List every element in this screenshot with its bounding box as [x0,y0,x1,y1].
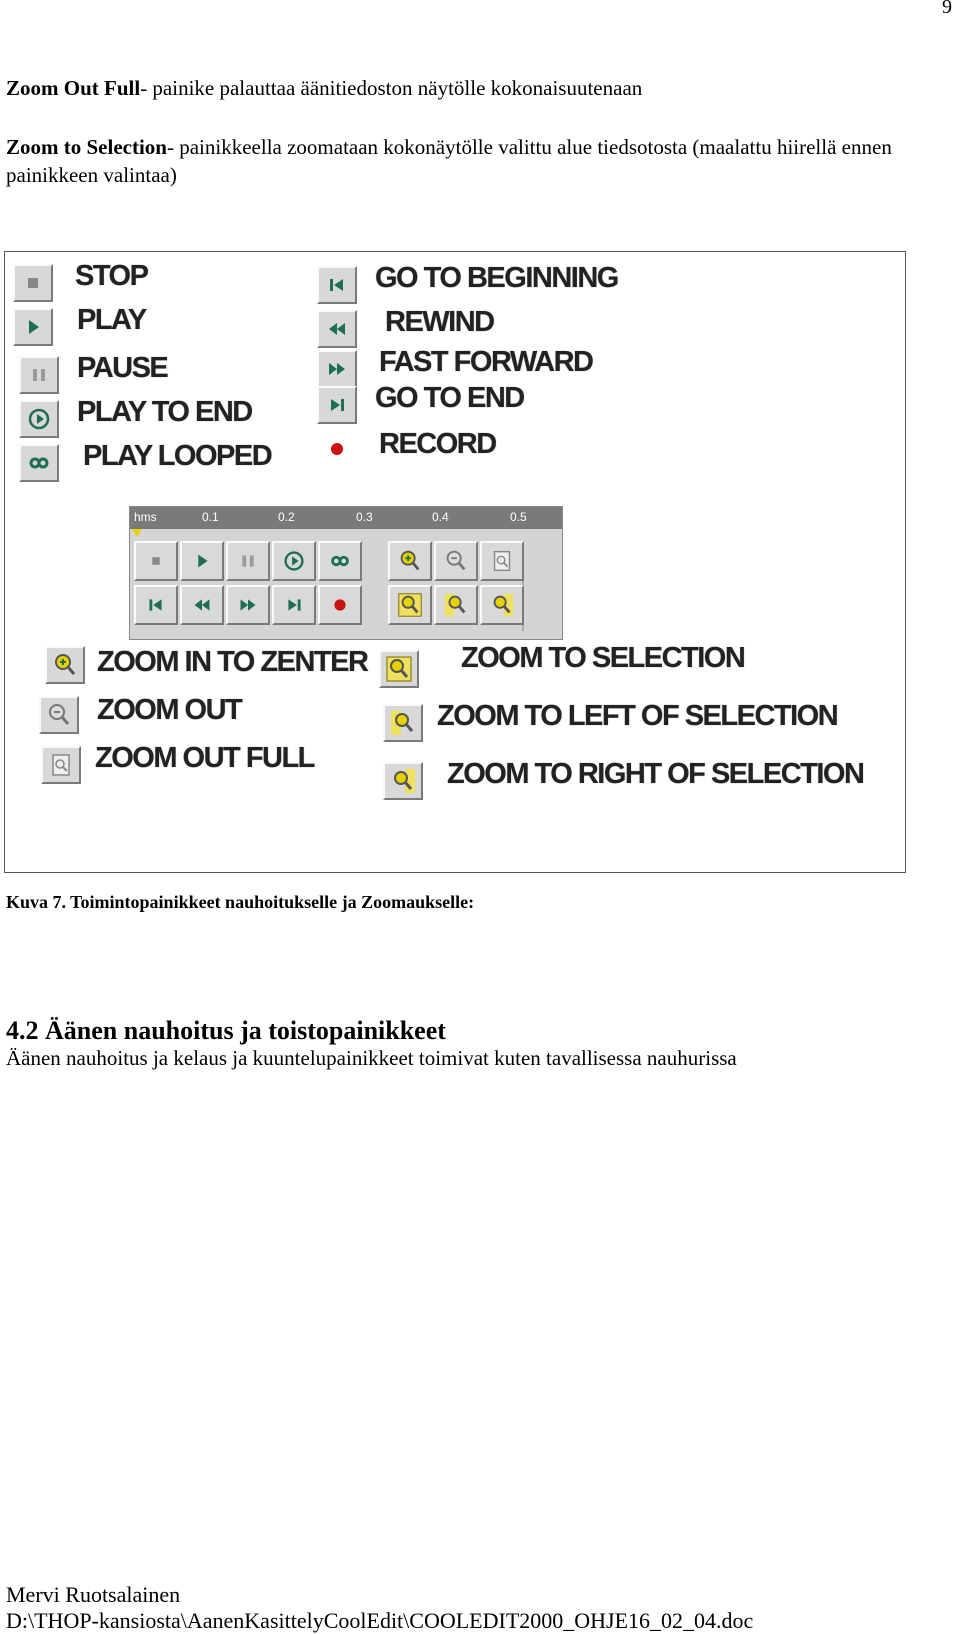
paragraph-zoom-out-full [6,74,956,102]
ruler-tick: 0.5 [510,510,527,524]
toolbar-panel [129,506,563,640]
section-heading: 4.2 Äänen nauhoitus ja toistopainikkeet [6,1016,446,1045]
zoom-out-full-icon [41,746,81,784]
ruler-tick: 0.1 [202,510,219,524]
stop-icon [13,264,53,302]
zoom-in-button[interactable] [388,541,432,581]
page-number: 9 [942,0,952,18]
play-to-end-button[interactable] [272,541,316,581]
ruler-unit: hms [134,510,157,524]
go-to-end-button[interactable] [272,585,316,625]
zoom-to-right-of-selection-button[interactable] [480,585,524,625]
fast-forward-icon [317,350,357,388]
figure-caption: Kuva 7. Toimintopainikkeet nauhoitukselle ja Zoomaukselle: [6,892,475,912]
label-fast-forward: FAST FORWARD [379,346,593,378]
pause-icon [19,356,59,394]
zoom-right-icon [488,591,516,619]
record-icon [317,430,357,468]
loop-icon [19,444,59,482]
zoom-to-left-of-selection-button[interactable] [434,585,478,625]
loop-icon [326,547,354,575]
playhead-marker [132,529,142,537]
rewind-icon [188,591,216,619]
play-to-end-icon [19,400,59,438]
rewind-button[interactable] [180,585,224,625]
zoom-out-full-button[interactable] [480,541,524,581]
zoom-to-selection-icon [379,650,419,688]
zoom-left-icon [383,704,423,742]
zoom-in-icon [45,646,85,684]
label-go-to-beginning: GO TO BEGINNING [375,262,618,294]
pause-icon [234,547,262,575]
play-to-end-icon [280,547,308,575]
go-to-beginning-icon [142,591,170,619]
zoom-in-icon [396,547,424,575]
label-play: PLAY [77,304,146,336]
label-zoom-out-full: ZOOM OUT FULL [95,742,314,774]
fast-forward-icon [234,591,262,619]
fast-forward-button[interactable] [226,585,270,625]
desc-zoom-to-selection: - painikkeella zoomataan kokonäytölle valittu alue tiedsotosta (maalattu hiirellä ennen painikkeen valintaa) [6,135,892,187]
zoom-right-icon [383,762,423,800]
stop-button[interactable] [134,541,178,581]
term-zoom-out-full: Zoom Out Full [6,76,141,100]
label-record: RECORD [379,428,496,460]
pause-button[interactable] [226,541,270,581]
go-to-beginning-icon [317,266,357,304]
go-to-beginning-button[interactable] [134,585,178,625]
record-icon [326,591,354,619]
label-rewind: REWIND [385,306,494,338]
label-stop: STOP [75,260,148,292]
footer-path: D:\THOP-kansiosta\AanenKasittelyCoolEdit\COOLEDIT2000_OHJE16_02_04.doc [6,1608,754,1633]
zoom-out-full-icon [488,547,516,575]
zoom-out-icon [442,547,470,575]
label-zoom-in-to-zenter: ZOOM IN TO ZENTER [97,646,368,678]
label-go-to-end: GO TO END [375,382,524,414]
stop-icon [142,547,170,575]
label-pause: PAUSE [77,352,168,384]
label-zoom-to-left-of-selection: ZOOM TO LEFT OF SELECTION [437,700,838,732]
rewind-icon [317,310,357,348]
play-icon [188,547,216,575]
play-looped-button[interactable] [318,541,362,581]
go-to-end-icon [280,591,308,619]
figure-button-legend [4,251,906,873]
zoom-to-selection-icon [396,591,424,619]
label-zoom-to-selection: ZOOM TO SELECTION [461,642,745,674]
time-ruler [130,507,562,529]
ruler-tick: 0.3 [356,510,373,524]
play-button[interactable] [180,541,224,581]
paragraph-zoom-to-selection [6,133,956,189]
section-body: Äänen nauhoitus ja kelaus ja kuuntelupainikkeet toimivat kuten tavallisessa nauhurissa [6,1046,737,1070]
zoom-out-icon [39,696,79,734]
footer-author: Mervi Ruotsalainen [6,1582,181,1607]
zoom-out-button[interactable] [434,541,478,581]
ruler-tick: 0.4 [432,510,449,524]
label-zoom-out: ZOOM OUT [97,694,242,726]
play-icon [13,308,53,346]
go-to-end-icon [317,386,357,424]
label-zoom-to-right-of-selection: ZOOM TO RIGHT OF SELECTION [447,758,864,790]
label-play-looped: PLAY LOOPED [83,440,272,472]
zoom-to-selection-button[interactable] [388,585,432,625]
ruler-tick: 0.2 [278,510,295,524]
label-play-to-end: PLAY TO END [77,396,252,428]
record-button[interactable] [318,585,362,625]
zoom-left-icon [442,591,470,619]
term-zoom-to-selection: Zoom to Selection [6,135,167,159]
desc-zoom-out-full: - painike palauttaa äänitiedoston näytölle kokonaisuutenaan [140,76,643,100]
